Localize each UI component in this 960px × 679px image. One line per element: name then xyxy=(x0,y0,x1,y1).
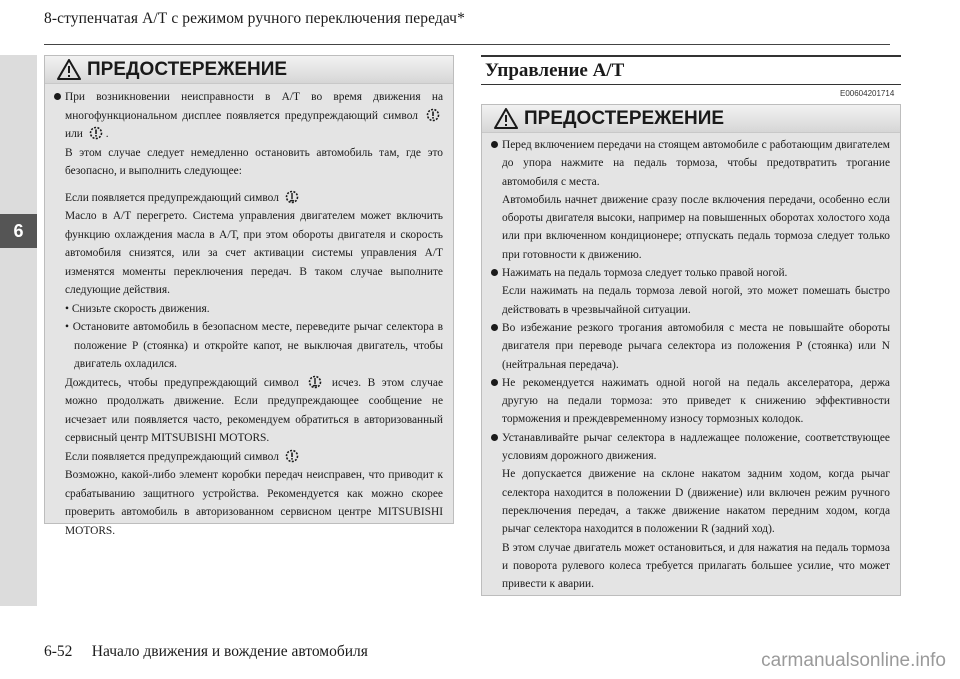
warning-heading xyxy=(45,56,453,84)
bullet-text: Нажимать на педаль тормоза следует только правой ногой. xyxy=(502,267,788,280)
warning-bullet xyxy=(65,88,443,181)
bullet-dot xyxy=(491,269,498,276)
page-footer: 6-52 Начало движения и вождение автомобиля xyxy=(44,643,368,660)
gear-warning-icon xyxy=(88,125,104,141)
warning-heading-text: ПРЕДОСТЕРЕЖЕНИЕ xyxy=(524,107,725,129)
bullet-text: Не рекомендуется нажимать одной ногой на педаль акселератора, держа другую на педали тормоза: это приведет к снижению эффективности торможения и преждевременному износу тормозных колодок. xyxy=(502,376,890,426)
warning-heading-text: ПРЕДОСТЕРЕЖЕНИЕ xyxy=(87,58,288,80)
watermark: carmanualsonline.info xyxy=(761,650,946,671)
warning-box-right xyxy=(481,104,901,596)
warning-bullet xyxy=(502,429,890,594)
warning-heading xyxy=(482,105,900,133)
page-header: 8-ступенчатая А/Т с режимом ручного переключения передач* xyxy=(44,10,465,27)
list-item: • Остановите автомобиль в безопасном месте, переведите рычаг селектора в положение P (стоянка) и откройте капот, не выключая двигатель, чтобы двигатель охладился. xyxy=(65,321,443,370)
warning-triangle-icon xyxy=(57,59,81,80)
header-rule xyxy=(44,44,890,45)
warning-bullet xyxy=(502,136,890,264)
bullet-dot xyxy=(491,324,498,331)
or-text: или xyxy=(65,128,83,140)
section-code: E00604201714 xyxy=(840,89,895,98)
bullet-text: В этом случае двигатель может остановиться, и для нажатия на педаль тормоза и поворота рулевого колеса требуется прилагать большее усилие, что может привести к аварии. xyxy=(502,541,890,591)
case-text: Дождитесь, чтобы предупреждающий символ xyxy=(65,376,299,389)
bullet-text: В этом случае следует немедленно остановить автомобиль там, где это безопасно, и выполнить следующее: xyxy=(65,146,443,177)
gear-warning-icon xyxy=(425,107,441,123)
chapter-side-band xyxy=(0,55,37,606)
case-intro: Если появляется предупреждающий символ xyxy=(65,450,279,463)
case-text: исчез. В этом случае можно продолжать движение. Если предупреждающее сообщение не исчезает или появляется часто, рекомендуем обратиться в авторизованный сервисный центр MITSUBISHI MOTORS. xyxy=(65,376,443,444)
bullet-dot xyxy=(491,141,498,148)
case-body: Масло в А/Т перегрето. Система управления двигателем может включить функцию охлаждения масла в А/Т, при этом обороты двигателя и скорость автомобиля снизятся, или за счет активации системы управления А/Т изменятся моменты переключения передач. В таком случае выполните следующие действия. xyxy=(65,210,443,296)
case-body: Возможно, какой-либо элемент коробки передач неисправен, что приводит к срабатыванию защитного устройства. Рекомендуется как можно скорее проверить автомобиль в авторизованном сервисном центре MITSUBISHI MOTORS. xyxy=(65,469,443,537)
bullet-dot xyxy=(491,379,498,386)
chapter-tab: 6 xyxy=(0,214,37,248)
hot-oil-warning-icon xyxy=(284,189,300,205)
bullet-text: Не допускается движение на склоне накатом задним ходом, когда рычаг селектора находится в положении D (движение) или включен режим ручного переключения передач, а также движение накатом передним ходом, когда рычаг селектора находится в положении R (задний ход). xyxy=(502,468,890,536)
bullet-text: Если нажимать на педаль тормоза левой ногой, это может помешать быстро действовать в чрезвычайной ситуации. xyxy=(502,285,890,316)
warning-box-left xyxy=(44,55,454,537)
bullet-text: При возникновении неисправности в А/Т во время движения на многофункциональном дисплее появляется предупреждающий символ xyxy=(65,91,443,122)
hot-oil-warning-icon xyxy=(307,374,323,390)
bullet-text: Автомобиль начнет движение сразу после включения передачи, особенно если обороты двигателя высоки, например на повышенных оборотах холостого хода или при включенном кондиционере; отпускать педаль тормоза следует только при готовности к движению. xyxy=(502,193,890,261)
bullet-text: Перед включением передачи на стоящем автомобиле с работающим двигателем до упора нажмите на педаль тормоза, чтобы предотвратить трогание автомобиля с места. xyxy=(502,139,890,188)
warning-bullet xyxy=(502,374,890,429)
bullet-text: Во избежание резкого трогания автомобиля с места не повышайте обороты двигателя при переводе рычага селектора из положения P (стоянка) или N (нейтральная передача). xyxy=(502,321,890,371)
list-item: • Снизьте скорость движения. xyxy=(65,302,210,315)
warning-bullet xyxy=(502,319,890,374)
period-text: . xyxy=(105,128,109,140)
warning-bullet xyxy=(502,264,890,319)
bullet-dot xyxy=(491,434,498,441)
warning-triangle-icon xyxy=(494,108,518,129)
gear-warning-icon xyxy=(284,448,300,464)
bullet-text: Устанавливайте рычаг селектора в надлежащее положение, соответствующее условиям дорожного движения. xyxy=(502,431,890,463)
bullet-dot xyxy=(54,93,61,100)
section-title: Управление А/Т xyxy=(481,55,901,85)
case-intro: Если появляется предупреждающий символ xyxy=(65,191,279,204)
